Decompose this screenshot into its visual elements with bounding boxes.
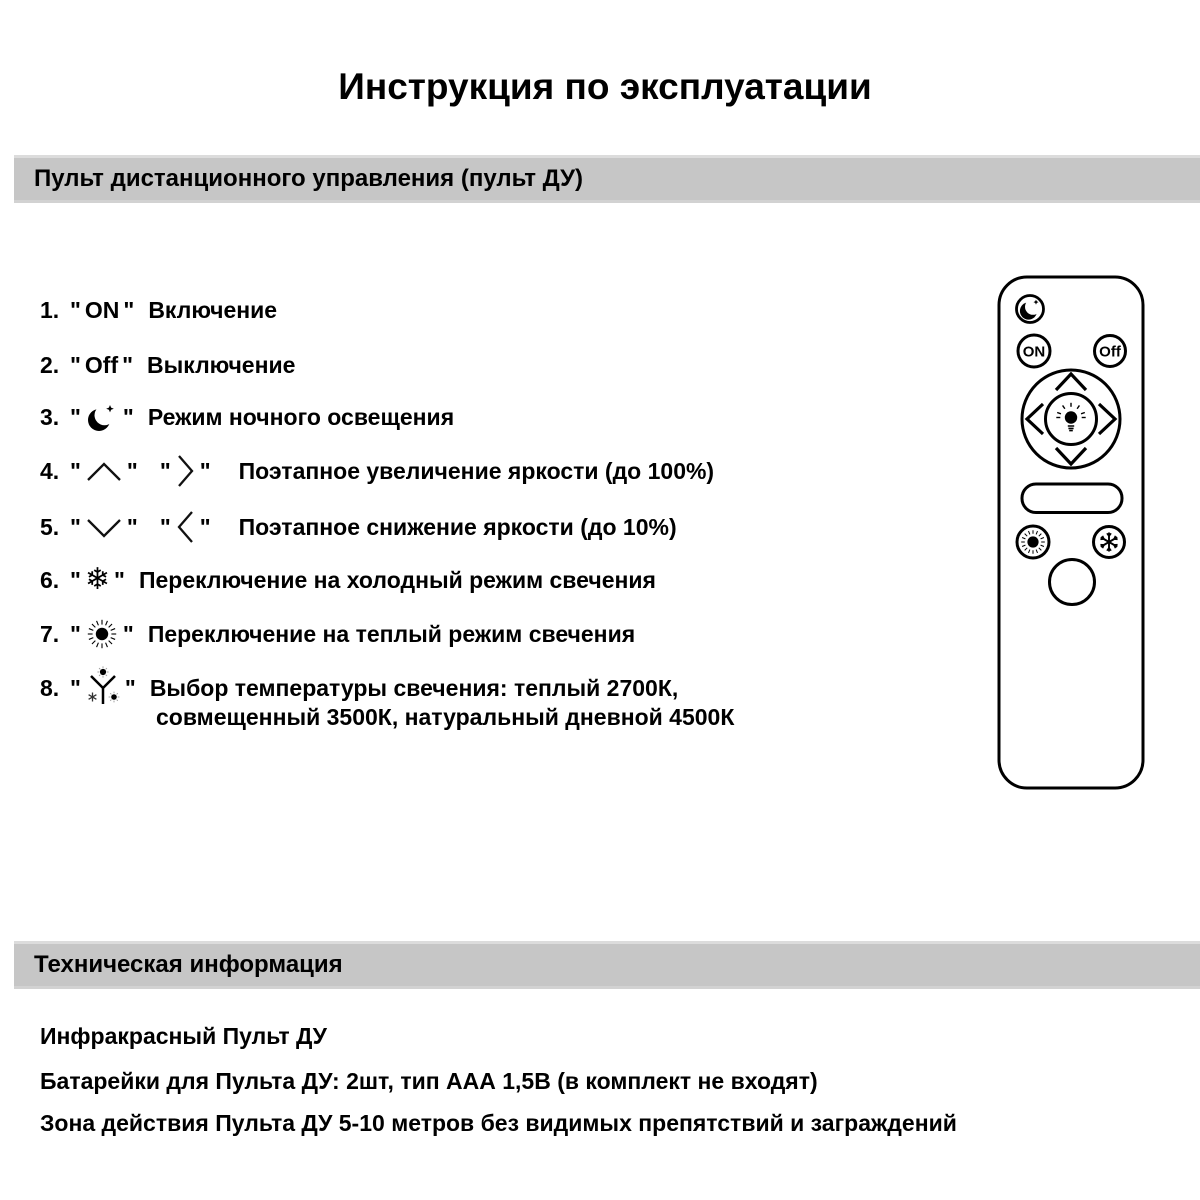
item-number: 8. [40,674,60,701]
quote-mark: " [126,457,138,484]
list-item-warm-mode [40,617,635,651]
item-number: 5. [40,513,60,540]
quote-mark: " [70,457,81,484]
list-item-cold-mode [40,563,656,597]
warm-sun-icon [1027,536,1038,547]
pill-button [1022,484,1122,513]
chevron-left-icon [175,509,196,545]
off-button [1095,336,1126,367]
section-header-remote-label: Пульт дистанционного управления (пульт ДУ) [34,165,583,192]
item-description: Поэтапное увеличение яркости (до 100%) [238,457,715,484]
quote-mark: " [122,620,134,647]
quote-mark: " [199,457,211,484]
quote-mark: " [70,674,81,701]
quote-mark: " [70,351,81,378]
tech-line-ir: Инфракрасный Пульт ДУ [40,1023,327,1049]
quote-mark: " [159,457,171,484]
quote-mark: " [122,403,134,430]
section-header-tech-label: Техническая информация [34,951,343,978]
item-number: 4. [40,457,60,484]
on-button-label: ON [1022,343,1046,361]
quote-mark: " [70,403,81,430]
tech-line-batteries: Батарейки для Пульта ДУ: 2шт, тип ААА 1,5В (в комплект не входят) [40,1068,818,1094]
list-item-brightness-down [40,510,677,544]
list-item-temperature-select [40,671,678,705]
quote-mark: " [122,351,134,378]
item-number: 6. [40,566,60,593]
item-description-line2: совмещенный 3500К, натуральный дневной 4500К [156,704,735,730]
item-description: Переключение на холодный режим свечения [138,566,656,593]
item-description: Выключение [147,351,296,378]
moon-night-mode-icon [85,401,119,433]
list-item-off [40,348,295,382]
quote-mark: " [114,566,125,593]
remote-control-diagram [995,270,1155,800]
quote-mark: " [70,513,81,540]
list-item-night-mode [40,400,454,434]
item-description: Поэтапное снижение яркости (до 10%) [238,513,677,540]
off-button-label: Off [1099,343,1121,361]
temperature-select-icon [85,667,121,709]
item-number: 7. [40,620,60,647]
item-description: Включение [148,296,278,323]
tech-line-range: Зона действия Пульта ДУ 5-10 метров без видимых препятствий и заграждений [40,1110,957,1136]
item-number: 1. [40,296,60,323]
quote-mark: " [199,513,211,540]
list-item-brightness-up [40,454,714,488]
chevron-down-icon [85,516,123,539]
round-blank-button [1050,560,1095,605]
item-description-line1: Выбор температуры свечения: теплый 2700К, [149,674,679,701]
quote-mark: " [70,566,81,593]
section-header-tech [14,941,1200,989]
quote-mark: " [124,674,136,701]
on-button [1018,335,1050,367]
list-item-on [40,293,277,327]
cold-snowflake-button [1094,527,1125,558]
chevron-up-icon [85,460,123,483]
item-number: 3. [40,403,60,430]
section-header-remote [14,155,1200,203]
snowflake-cold-mode-icon: ❄ [84,562,111,597]
quote-mark: " [126,513,138,540]
warm-sun-button [1017,526,1049,558]
quote-mark: " [159,513,171,540]
moon-icon [1017,296,1044,323]
page-title: Инструкция по эксплуатации [338,66,872,107]
item-description: Переключение на теплый режим свечения [147,620,636,647]
mini-snowflake [89,693,97,702]
quote-mark: " [123,296,135,323]
nav-dial [1022,370,1120,468]
item-number: 2. [40,351,60,378]
quote-mark: " [70,296,81,323]
chevron-right-icon [175,453,196,489]
off-button-label: Off [84,351,119,378]
sun-warm-mode-icon [85,617,119,651]
quote-mark: " [70,620,81,647]
on-button-label: ON [84,296,120,323]
item-description: Режим ночного освещения [147,403,455,430]
